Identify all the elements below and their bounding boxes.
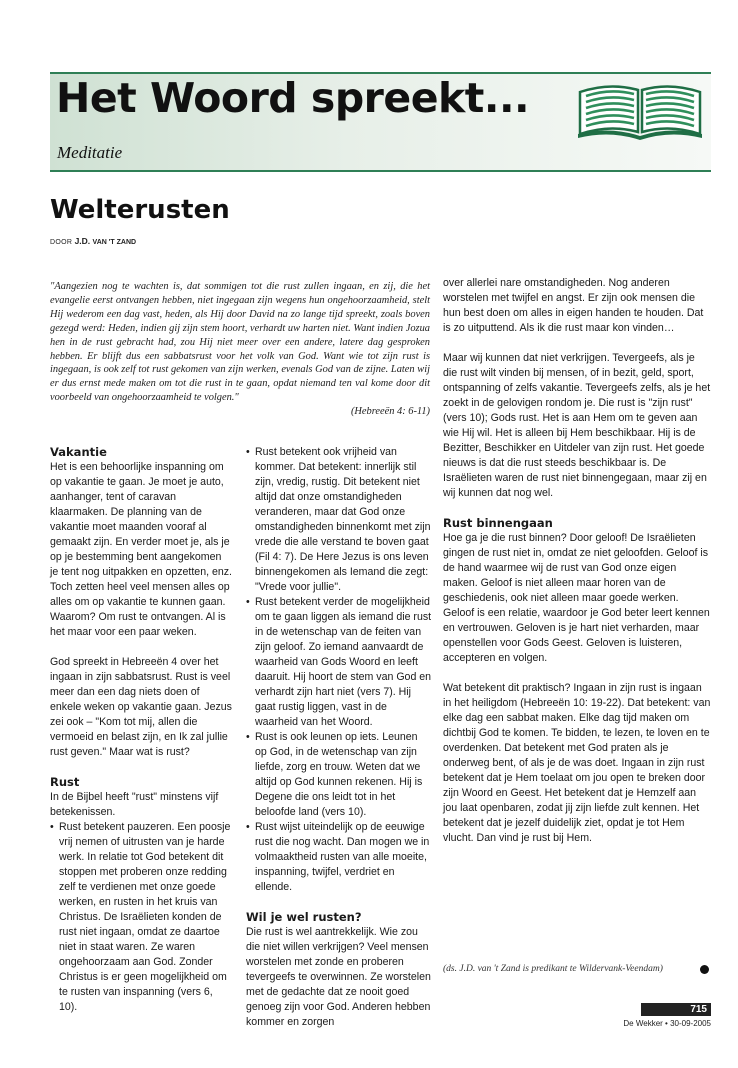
heading-rust: Rust xyxy=(50,775,80,789)
paragraph: Die rust is wel aantrekkelijk. Wie zou die niet willen verkrijgen? Veel mensen worstelen met zonde en proberen tevergeefs te overwinnen. Ze worstelen met de gedachte dat ze nooit goed genoeg zijn voor God. Anderen hebben kommer en zorgen xyxy=(246,926,431,1028)
list-item: • Rust betekent ook vrijheid van kommer. Dat betekent: innerlijk stil zijn, vredig, rustig. Dit betekent niet altijd dat onze omstandigheden veranderen, maar dat God onze omstandigheden binnenkomt met zijn vrede die alle verstand te boven gaat (Fil 4: 7). De Here Jezus is ons leven binnengekomen als Iemand die zegt: "Vrede voor jullie". xyxy=(246,445,432,595)
column-1 xyxy=(50,445,232,1030)
paragraph: Het is een behoorlijke inspanning om op vakantie te gaan. Je moet je auto, aanhanger, tent of caravan klaarmaken. De planning van de vakantie moet maanden vooraf al gemaakt zijn. En verder moet je, als je op je bestemming bent aangekomen je tent nog uitpakken en opzetten, enz. Toch zetten heel veel mensen alles op alles om op vakantie te kunnen gaan. Waarom? Om rust te ontvangen. Al is het maar voor een paar weken. xyxy=(50,461,232,638)
paragraph: In de Bijbel heeft "rust" minstens vijf betekenissen. xyxy=(50,791,219,818)
byline-door: DOOR xyxy=(50,239,73,246)
author-footnote: (ds. J.D. van 't Zand is predikant te Wildervank-Veendam) xyxy=(443,964,663,974)
intro-quote xyxy=(50,280,430,419)
heading-rust-binnengaan: Rust binnengaan xyxy=(443,516,553,530)
page-number: 715 xyxy=(641,1003,711,1016)
column-2 xyxy=(246,445,432,1045)
bullet-list xyxy=(50,820,232,1015)
open-book-icon xyxy=(576,80,704,140)
list-item: • Rust wijst uiteindelijk op de eeuwige rust die nog wacht. Dan mogen we in volmaaktheid rusten van alle moeite, inspanning, twijfel, verdriet en ellende. xyxy=(246,820,432,895)
paragraph: over allerlei nare omstandigheden. Nog anderen worstelen met twijfel en angst. Er zijn ook mensen die hun best doen om alles in eigen handen te houden. Dat is zo uitputtend. Als ik die rust maar kon vinden… xyxy=(443,277,704,334)
list-item: • Rust is ook leunen op iets. Leunen op God, in de wetenschap van zijn liefde, zorg en trouw. Weten dat we altijd op God kunnen rekenen. Hij is Degene die ons leidt tot in het beloofde land (vers 10). xyxy=(246,730,432,820)
list-item: • Rust betekent verder de mogelijkheid om te gaan liggen als iemand die rust in de wetenschap van de feiten van zijn geloof. Zo iemand aanvaardt de waarheid van Gods Woord en leeft daaruit. Hij hoort de stem van God en verhardt zijn hart niet (vers 7). Hij gaat rustig liggen, vast in de waarheid van het Woord. xyxy=(246,595,432,730)
paragraph: Maar wij kunnen dat niet verkrijgen. Tevergeefs, als je die rust wilt vinden bij mensen, of in bezit, geld, sport, ontspanning of zelfs vakantie. Tevergeefs zelfs, als je het zoekt in de gelovigen rondom je. Die rust is "zijn rust" (vers 10); Gods rust. Het is aan Hem om te geven aan wie Hij wil. Het is alleen bij Hem beschikbaar. Hij is de Bezitter, Beschikker en Uitdeler van zijn rust. Het goede nieuws is dat die rust steeds beschikbaar is. De Israëlieten waren de rust niet binnengegaan, maar zij en wij kunnen dat nog wel. xyxy=(443,352,711,499)
section-title: Het Woord spreekt... xyxy=(56,74,530,122)
article-title: Welterusten xyxy=(50,195,230,225)
byline-name: J.D. xyxy=(74,236,91,246)
paragraph: God spreekt in Hebreeën 4 over het ingaan in zijn sabbatsrust. Rust is veel meer dan een dag niets doen of enkele weken op vakantie gaan. Jezus zei ook – "Kom tot mij, allen die vermoeid en belast zijn, en Ik zal jullie rust geven." Maar wat is rust? xyxy=(50,656,232,758)
list-item: • Rust betekent pauzeren. Een poosje vrij nemen of uitrusten van je harde werk. In relatie tot God betekent dit stoppen met proberen onze redding zelf te verdienen met onze goede werken, en rusten in het kruis van Christus. De Israëlieten konden de rust niet ingaan, omdat ze daartoe niet in staat waren. Ze waren ongehoorzaam aan God. Zonder Christus is er geen mogelijkheid om te rusten van inspanning (vers 6, 10). xyxy=(50,820,232,1015)
section-subtitle: Meditatie xyxy=(57,143,123,162)
paragraph: Hoe ga je die rust binnen? Door geloof! De Israëlieten gingen de rust niet in, omdat ze niet geloofden. Geloof is de hand waarmee wij de rust van God onze eigen maken. Geloof is niet alleen maar horen van de geschiedenis, ook niet alleen maar goede werken. Geloof is een relatie, waardoor je God beter leert kennen en vertrouwen. Geloven is je hart niet verharden, maar openstellen voor Gods Geest. Geloven is luisteren, accepteren en volgen. xyxy=(443,532,710,664)
quote-reference: (Hebreeën 4: 6-11) xyxy=(350,406,430,418)
byline-surname: VAN 'T ZAND xyxy=(92,239,137,246)
quote-text: "Aangezien nog te wachten is, dat sommigen tot die rust zullen ingaan, en zij, die het evangelie eerst ontvangen hebben, niet ingegaan zijn wegens hun ongehoorzaamheid, stelt Hij wederom een dag vast, heden, als Hij door David na zo lange tijd spreekt, zoals boven gezegd werd: Heden, indien gij zijn stem hoort, verhardt uw harten niet. Want indien Jozua hen in de rust gebracht had, zou Hij niet meer over een andere, latere dag gesproken hebben. Er blijft dus een sabbatsrust voor het volk van God. Want wie tot zijn rust is ingegaan, is ook zelf tot rust gekomen van zijn werken, evenals God van de zijne. Laten wij er dus ernst mede maken om tot die rust in te gaan, opdat niemand ten val kome door dit voorbeeld van ongehoorzaamheid te volgen." xyxy=(50,281,430,404)
publication-footer: De Wekker • 30-09-2005 xyxy=(623,1019,711,1028)
byline xyxy=(50,236,136,246)
paragraph: Wat betekent dit praktisch? Ingaan in zijn rust is ingaan in het heiligdom (Hebreeën 10: 19-22). Dat betekent: van elke dag een sabbat maken. Elke dag tijd maken om dichtbij God te komen. Te bidden, te lezen, te loven en te overdenken. Dat betekent met God praten als je onderweg bent, of als je de was doet. Ingaan in zijn rust betekent dat je Hem toelaat om jou open te breken door zijn Woord en Geest. Het betekent dat je Hemzelf aan jou laat openbaren, zodat jij zijn liefde zult kennen. Het betekent dat je jezelf duidelijk ziet, opdat je tot Hem vlucht. Dan vind je rust bij Hem. xyxy=(443,682,711,844)
bullet-list xyxy=(246,445,432,895)
end-of-article-dot xyxy=(700,965,709,974)
heading-vakantie: Vakantie xyxy=(50,445,107,459)
column-3 xyxy=(443,276,711,861)
heading-wil-je-wel-rusten: Wil je wel rusten? xyxy=(246,910,362,924)
